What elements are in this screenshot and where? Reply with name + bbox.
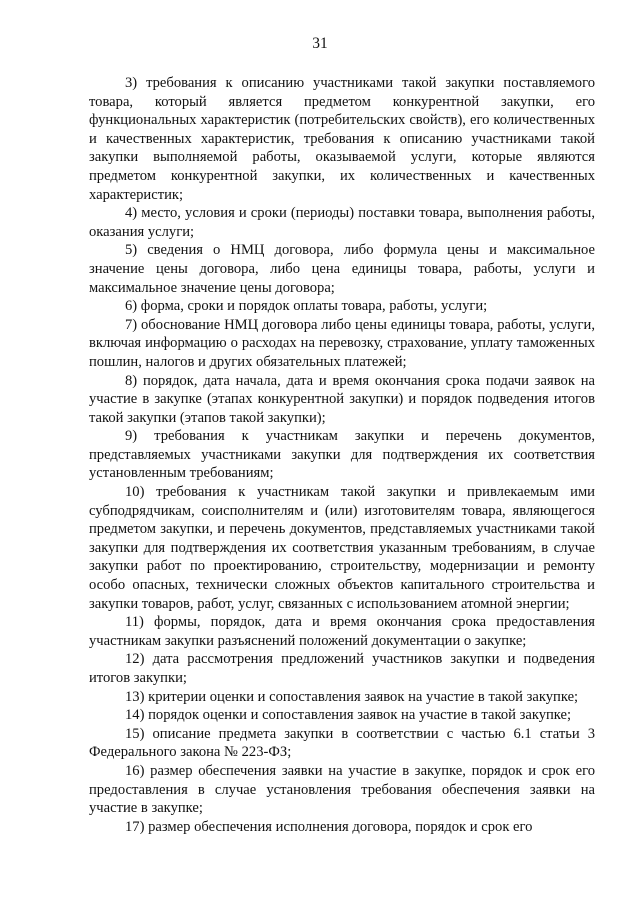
list-item-16: 16) размер обеспечения заявки на участие в закупке, порядок и срок его предоставления в случае установления требования обеспечения заявки на участие в закупке;: [89, 762, 595, 817]
list-item-17: 17) размер обеспечения исполнения договора, порядок и срок его: [125, 818, 533, 835]
list-item-4: 4) место, условия и сроки (периоды) поставки товара, выполнения работы, оказания услуги;: [89, 205, 595, 240]
list-item-6: 6) форма, сроки и порядок оплаты товара, работы, услуги;: [125, 298, 488, 315]
list-item-9: 9) требования к участникам закупки и перечень документов, представляемых участниками закупки для подтверждения их соответствия установленным требованиям;: [89, 428, 595, 482]
list-item-13: 13) критерии оценки и сопоставления заявок на участие в такой закупке;: [125, 688, 579, 705]
list-item-14: 14) порядок оценки и сопоставления заявок на участие в такой закупке;: [125, 707, 572, 724]
list-item-7: 7) обоснование НМЦ договора либо цены единицы товара, работы, услуги, включая информацию о расходах на перевозку, страхование, уплату таможенных пошлин, налогов и других обязательных платежей;: [89, 316, 595, 370]
list-item-11: 11) формы, порядок, дата и время окончания срока предоставления участникам закупки разъяснений положений документации о закупке;: [89, 614, 595, 649]
list-item-8: 8) порядок, дата начала, дата и время окончания срока подачи заявок на участие в закупке (этапах конкурентной закупки) и порядок подведения итогов такой закупки (этапов такой закупки);: [89, 372, 595, 426]
list-item-10: 10) требования к участникам такой закупки и привлекаемым ими субподрядчикам, соисполнителям и (или) изготовителям товара, являющегося предметом закупки, и перечень документов, представляемых участниками такой закупки для подтверждения их соответствия указанным требованиям, в случае закупки работ по проектированию, строительству, модернизации и ремонту особо опасных, технически сложных объектов капитального строительства и закупки товаров, работ, услуг, связанных с использованием атомной энергии;: [89, 484, 595, 612]
list-item-3: 3) требования к описанию участниками такой закупки поставляемого товара, который является предметом конкурентной закупки, его функциональных характеристик (потребительских свойств), его количественных и качественных характеристик, требования к описанию участниками такой закупки выполняемой работы, оказываемой услуги, которые являются предметом конкурентной закупки, их количественных и качественных характеристик;: [89, 75, 595, 203]
list-item-15: 15) описание предмета закупки в соответствии с частью 6.1 статьи 3 Федерального закона № 223-ФЗ;: [89, 725, 595, 761]
document-body: [89, 74, 595, 836]
list-item-12: 12) дата рассмотрения предложений участников закупки и подведения итогов закупки;: [89, 651, 595, 686]
list-item-5: 5) сведения о НМЦ договора, либо формула цены и максимальное значение цены договора, либо цена единицы товара, работы, услуги и максимальное значение цены договора;: [89, 242, 595, 296]
page-number: 31: [312, 35, 328, 52]
